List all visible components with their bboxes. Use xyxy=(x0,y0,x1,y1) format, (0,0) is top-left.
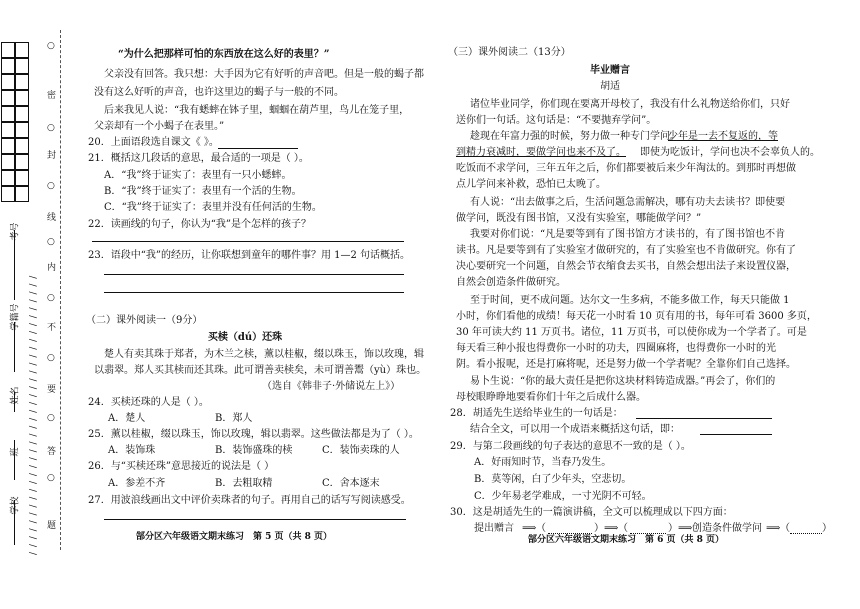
answer-line-23[interactable] xyxy=(104,292,404,293)
essay-title: 毕业赠言 xyxy=(590,65,630,76)
seat-box[interactable] xyxy=(1,58,15,74)
essay-line: 吃饭而不求学问，三年五年之后，你们都要被后来少年淘汰的。到那时再想做 xyxy=(456,163,796,174)
flow-paren-close: ） xyxy=(822,523,832,534)
flow-paren-open: （ xyxy=(780,523,790,534)
flow-arrow-icon: ⟹ xyxy=(766,523,781,534)
question-28: 28．胡适先生送给毕业生的一句话是： xyxy=(450,408,623,419)
seat-box[interactable] xyxy=(1,138,15,154)
seal-char: 封 xyxy=(47,151,57,161)
seal-char: 题 xyxy=(47,521,57,531)
flow-paren-close: ） xyxy=(668,523,678,534)
seat-box[interactable] xyxy=(15,170,29,186)
seat-box[interactable] xyxy=(1,170,15,186)
flow-step-4: 创造条件做学问 xyxy=(692,523,762,534)
seal-char: 密 xyxy=(47,91,57,101)
seat-box[interactable] xyxy=(15,42,29,58)
seal-char: 不 xyxy=(47,323,57,333)
option[interactable]: B．郑人 xyxy=(215,413,253,424)
answer-blank-20[interactable] xyxy=(218,148,298,149)
seal-char: 内 xyxy=(47,263,57,273)
seal-char: 要 xyxy=(47,385,57,395)
class-label: 班 xyxy=(10,447,21,457)
essay-line: 至于时间，更不成问题。达尔文一生多病，不能多做工作，每天只能做 1 xyxy=(470,295,790,306)
essay-line: 决心要研究一个问题，自然会节衣缩食去买书，自然会想出法子来设置仪器， xyxy=(456,261,796,272)
answer-line-22[interactable] xyxy=(92,241,404,242)
seat-box[interactable] xyxy=(15,122,29,138)
option[interactable]: C．舍本逐末 xyxy=(322,478,380,489)
section-3-title: （三）课外阅读二（13分） xyxy=(448,47,571,58)
essay-line: 小时，你们看他的成绩！每天花一小时看 10 页有用的书，每年可看 3600 多页， xyxy=(456,311,817,322)
option[interactable]: A．参差不齐 xyxy=(108,478,166,489)
seal-char: ○ xyxy=(47,41,55,51)
story-line: 以翡翠。郑人买其椟而还其珠。此可谓善卖椟矣，未可谓善鬻（yù）珠也。 xyxy=(94,365,427,376)
seat-box[interactable] xyxy=(15,74,29,90)
answer-line-27[interactable] xyxy=(104,519,406,520)
passage-line: 后来我见人说：“我有蟋蟀在钵子里，蝈蝈在葫芦里，鸟儿在笼子里， xyxy=(104,105,410,116)
option[interactable]: A．楚人 xyxy=(108,413,146,424)
question-24: 24．买椟还珠的人是（ ）。 xyxy=(88,397,209,408)
underlined-sentence: 到精力衰减时，要做学问也来不及了。 xyxy=(456,147,626,158)
essay-line: 有人说：“出去做事之后，生活问题急需解决，哪有功夫去读书？即使要 xyxy=(470,197,786,208)
question-25: 25．薰以桂椒，缀以珠玉，饰以玫瑰，辑以翡翠。这些做法都是为了（ ）。 xyxy=(88,429,419,440)
flow-arrow-icon: ⟹ xyxy=(604,523,619,534)
essay-line: 易卜生说：“你的最大责任是把你这块材料铸造成器。”再会了，你们的 xyxy=(470,376,776,387)
seat-box[interactable] xyxy=(15,106,29,122)
name-label: 姓名 xyxy=(10,386,21,405)
passage-line: 父亲却有一个小蝎子在表里。” xyxy=(94,121,225,132)
essay-line: 我要对你们说：“凡是要等到有了图书馆方才读书的，有了图书馆也不肯 xyxy=(470,229,786,240)
seat-box[interactable] xyxy=(1,106,15,122)
essay-line: 即使为吃饭计，学问也决不会辜负人的。 xyxy=(640,147,820,158)
option[interactable]: B．“我”终于证实了：表里有一个活的生物。 xyxy=(104,186,302,197)
name-blank[interactable] xyxy=(14,392,15,412)
option[interactable]: C．“我”终于证实了：表里并没有任何活的生物。 xyxy=(104,202,322,213)
flow-paren-open: （ xyxy=(536,523,546,534)
answer-blank-28b[interactable] xyxy=(700,434,772,435)
seal-char: ○ xyxy=(47,293,55,303)
flow-blank-3[interactable] xyxy=(790,533,822,534)
seat-label: 学籍号 xyxy=(10,303,21,331)
option[interactable]: A．“我”终于证实了：表里有一只小蟋蟀。 xyxy=(104,170,292,181)
flow-paren-open: （ xyxy=(618,523,628,534)
option[interactable]: B．莫等闲，白了少年头，空悲切。 xyxy=(474,474,632,485)
seal-char: ○ xyxy=(47,473,55,483)
seat-box[interactable] xyxy=(15,90,29,106)
answer-blank-28[interactable] xyxy=(636,418,772,419)
essay-line: 每天看三种小报也得费你一小时的功夫，四圈麻将，也得费你一小时的光 xyxy=(456,343,776,354)
option[interactable]: A．装饰珠 xyxy=(108,445,156,456)
essay-line: 阴。看小报呢，还是打麻将呢，还是努力做一个学者呢？全靠你们自己选择。 xyxy=(456,359,796,370)
seal-char: 线 xyxy=(47,213,57,223)
seal-char: 答 xyxy=(47,447,57,457)
page-footer: 郜分区六年级语文期末练习 第 6 页（共 8 页） xyxy=(528,535,725,545)
question-27: 27．用波浪线画出文中评价卖珠者的句子。再用自己的话写写阅读感受。 xyxy=(88,495,411,506)
answer-line-23[interactable] xyxy=(104,274,404,275)
flow-step-1: 提出赠言 xyxy=(474,523,514,534)
seat-box[interactable] xyxy=(1,74,15,90)
seal-char: ○ xyxy=(47,413,55,423)
seat-box[interactable] xyxy=(15,58,29,74)
essay-author: 胡适 xyxy=(600,81,620,92)
seat-box[interactable] xyxy=(1,90,15,106)
slash-strip: / / / / / / / / / / / / / / / / / / / / / / / / / / / / / / / / / / / / xyxy=(29,274,39,555)
seal-char: ○ xyxy=(47,237,55,247)
passage-line: 父亲没有回答。我只想：大手因为它有好听的声音吧。但是一般的蝎子都 xyxy=(104,69,424,80)
page-footer: 郜分区六年级语文期末练习 第 5 页（共 8 页） xyxy=(136,532,333,542)
option[interactable]: C．装饰卖珠的人 xyxy=(322,445,400,456)
essay-line: 读书。凡是要等到有了实验室才做研究的，有了实验室也不肯做研究。你有了 xyxy=(456,245,796,256)
question-29: 29．与第二段画线的句子表达的意思不一致的是（ ）。 xyxy=(450,441,691,452)
passage-line: “为什么把那样可怕的东西放在这么好的表里？” xyxy=(118,49,330,60)
underlined-sentence: 少年是一去不复返的，等 xyxy=(668,131,778,142)
question-20: 20．上面语段选自课文《 》。 xyxy=(88,137,219,148)
story-source: （选自《韩非子·外储说左上》） xyxy=(262,381,401,392)
question-21: 21．概括这几段话的意思，最合适的一项是（ ）。 xyxy=(88,153,309,164)
seat-box[interactable] xyxy=(1,122,15,138)
section-2-title: （二）课外阅读一（9分） xyxy=(86,315,203,326)
story-line: 楚人有卖其珠于郑者，为木兰之椟，薰以桂椒，缀以珠玉，饰以玫瑰，辑 xyxy=(104,349,424,360)
essay-line: 做学问，既没有图书馆，又没有实验室，哪能做学问？” xyxy=(456,213,702,224)
question-23: 23．语段中“我”的经历，让你联想到童年的哪件事？用 1—2 句话概括。 xyxy=(88,250,411,261)
option[interactable]: A．好雨知时节，当春乃发生。 xyxy=(474,457,612,468)
question-28-part-2: 结合全文，可以用一个成语来概括这句话，即： xyxy=(470,424,680,435)
essay-line: 30 年可读大约 11 万页书。诸位，11 万页书，可以使你成为一个学者了。可是 xyxy=(456,327,807,338)
seal-char: ○ xyxy=(47,181,55,191)
school-blank[interactable] xyxy=(14,500,15,545)
option[interactable]: B．装饰盛珠的椟 xyxy=(215,445,293,456)
option[interactable]: B．去粗取精 xyxy=(215,478,273,489)
question-30: 30．这是胡适先生的一篇演讲稿，全文可以梳理成以下四方面： xyxy=(450,507,733,518)
seal-char: ○ xyxy=(47,123,55,133)
seat-box[interactable] xyxy=(1,154,15,170)
seat-box[interactable] xyxy=(15,154,29,170)
passage-line: 没有这么好听的声音，也许这里边的蝎子与一般的不同。 xyxy=(94,87,344,98)
essay-line: 趁现在年富力强的时候，努力做一种专门学问。 xyxy=(470,131,680,142)
exam-number-label: 考号 xyxy=(10,222,21,241)
essay-line: 点儿学问来补救，恐怕已太晚了。 xyxy=(456,179,606,190)
question-22: 22．读画线的句子，你认为“我”是个怎样的孩子？ xyxy=(88,219,311,230)
story-title: 买椟（dú）还珠 xyxy=(207,332,283,343)
flow-arrow-icon: ⟹ xyxy=(522,523,537,534)
essay-line: 母校眼睁睁地要看你们十年之后成什么器。 xyxy=(456,392,646,403)
essay-line: 自然会创造条件做研究。 xyxy=(456,277,566,288)
school-label: 学校 xyxy=(10,496,21,515)
essay-line: 送你们一句话。这句话是：“不要抛弃学问”。 xyxy=(456,115,657,126)
flow-arrow-icon: ⟹ xyxy=(678,523,693,534)
seal-dashed-line xyxy=(60,30,61,550)
question-26: 26．与“买椟还珠”意思接近的说法是（ ） xyxy=(88,461,275,472)
option[interactable]: C．少年易老学难成，一寸光阴不可轻。 xyxy=(474,491,652,502)
essay-line: 诸位毕业同学，你们现在要离开母校了，我没有什么礼物送给你们，只好 xyxy=(470,99,790,110)
seat-box[interactable] xyxy=(15,138,29,154)
seat-box[interactable] xyxy=(1,42,15,58)
flow-paren-close: ） xyxy=(594,523,604,534)
seal-char: ○ xyxy=(47,353,55,363)
